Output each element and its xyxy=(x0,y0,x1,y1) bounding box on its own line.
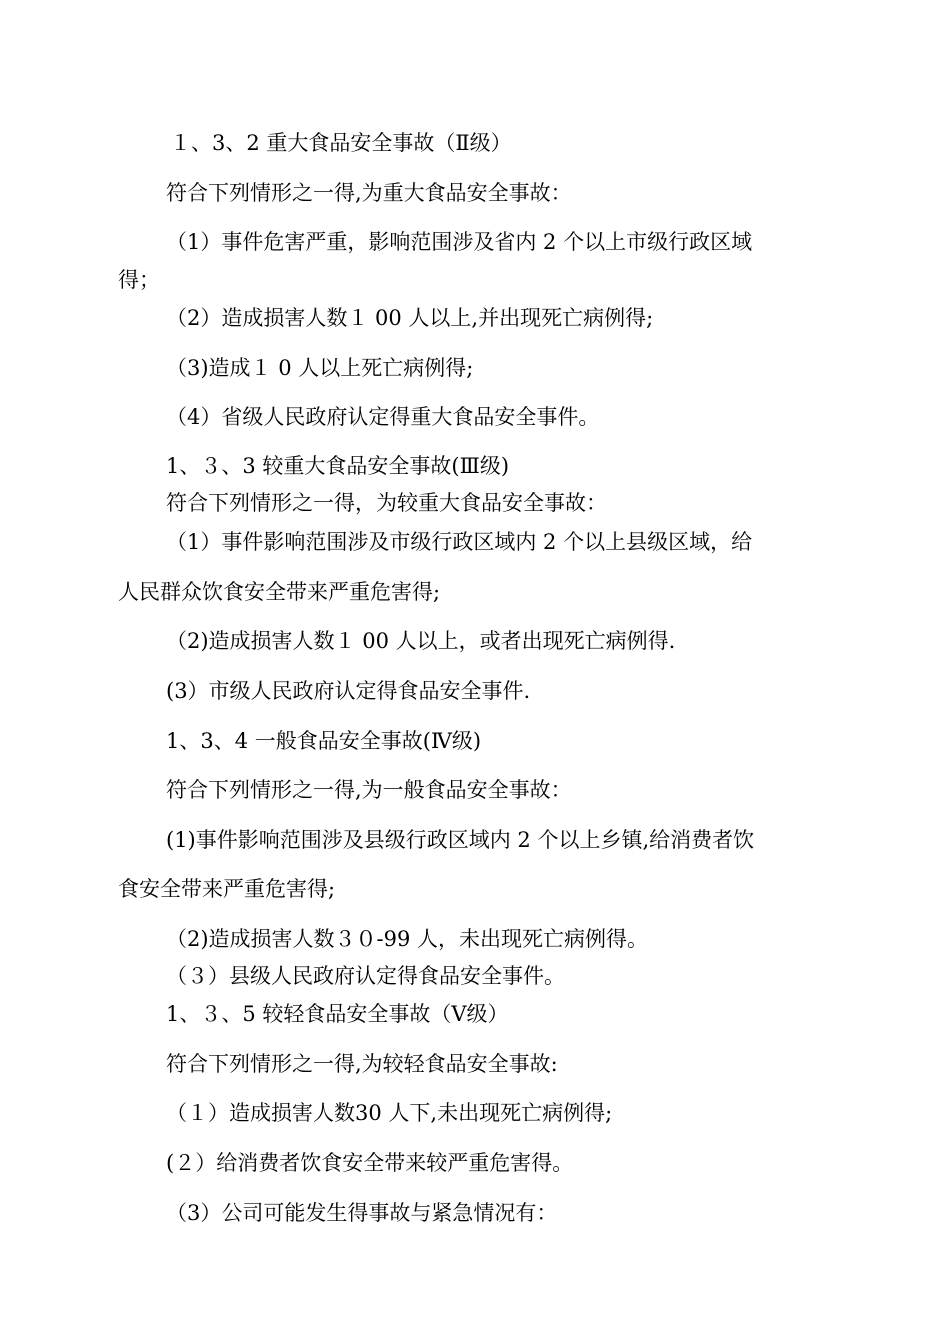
paragraph-line: （2）造成损害人数１ 00 人以上,并出现死亡病例得; xyxy=(166,306,654,330)
paragraph-line: （1）事件影响范围涉及市级行政区域内 2 个以上县级区域，给 xyxy=(166,530,753,554)
heading-level-4-accident: 1、3、4 一般食品安全事故(Ⅳ级) xyxy=(166,729,482,753)
paragraph-line: 符合下列情形之一得，为较重大食品安全事故： xyxy=(166,491,607,515)
paragraph-line: （4）省级人民政府认定得重大食品安全事件。 xyxy=(166,405,600,429)
paragraph-line: (２）给消费者饮食安全带来较严重危害得。 xyxy=(166,1151,574,1175)
paragraph-line: （2)造成损害人数１ 00 人以上，或者出现死亡病例得. xyxy=(166,629,676,653)
paragraph-line: 符合下列情形之一得,为重大食品安全事故： xyxy=(166,181,572,205)
heading-level-2-accident: １、3、2 重大食品安全事故（Ⅱ级） xyxy=(170,131,512,155)
paragraph-line: 食安全带来严重危害得; xyxy=(118,877,336,901)
paragraph-line: 得； xyxy=(118,268,160,292)
paragraph-line: （３）县级人民政府认定得食品安全事件。 xyxy=(166,964,565,988)
paragraph-line: 人民群众饮食安全带来严重危害得; xyxy=(118,580,441,604)
heading-level-3-accident: 1、３、3 较重大食品安全事故(Ⅲ级) xyxy=(166,454,510,478)
paragraph-line: 符合下列情形之一得,为较轻食品安全事故: xyxy=(166,1052,558,1076)
paragraph-line: (3）市级人民政府认定得食品安全事件. xyxy=(166,679,531,703)
paragraph-line: （3）公司可能发生得事故与紧急情况有： xyxy=(166,1201,558,1225)
paragraph-line: 符合下列情形之一得,为一般食品安全事故： xyxy=(166,778,572,802)
paragraph-line: （1）事件危害严重，影响范围涉及省内 2 个以上市级行政区域 xyxy=(166,230,753,254)
paragraph-line: （3)造成１ 0 人以上死亡病例得; xyxy=(166,356,474,380)
paragraph-line: （2)造成损害人数３０-99 人，未出现死亡病例得。 xyxy=(166,927,649,951)
paragraph-line: （１）造成损害人数30 人下,未出现死亡病例得; xyxy=(166,1101,613,1125)
heading-level-5-accident: 1、３、5 较轻食品安全事故（Ⅴ级） xyxy=(166,1002,509,1026)
paragraph-line: (1)事件影响范围涉及县级行政区域内 2 个以上乡镇,给消费者饮 xyxy=(166,828,755,852)
